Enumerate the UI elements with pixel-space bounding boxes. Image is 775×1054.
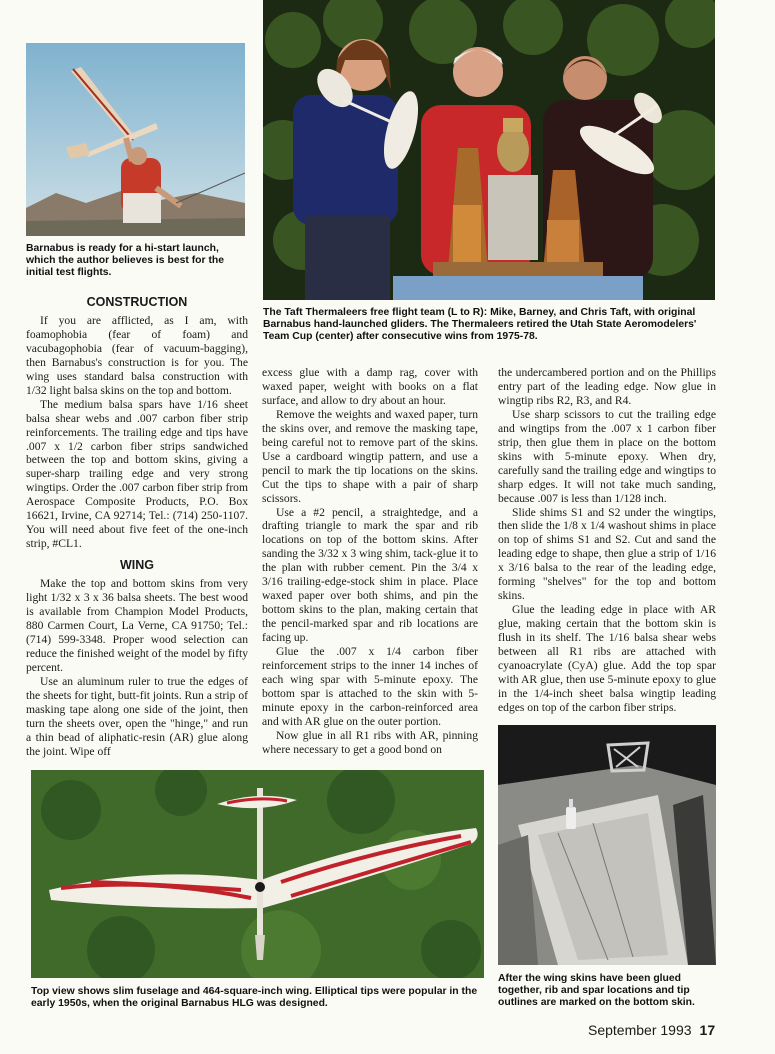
- article-column-2: [262, 366, 478, 757]
- caption-glider-top-view: Top view shows slim fuselage and 464-square-inch wing. Elliptical tips were popular in the early 1950s, when the original Barnabus HLG was designed.: [31, 986, 478, 1010]
- paragraph: Use sharp scissors to cut the trailing edge and wingtips from the .007 x 1 carbon fiber strip, then glue them in place on the bottom skins with 5-minute epoxy. When dry, carefully sand the trailing edge and wingtips to sharp edges. It will not take much sanding, because .007 is less than 1/128 inch.: [498, 407, 716, 505]
- caption-taft-thermaleers-team: The Taft Thermaleers free flight team (L to R): Mike, Barney, and Chris Taft, with original Barnabus hand-launched gliders. The Thermaleers retired the Utah State Aeromodelers' Team Cup (center) after consecutive wins from 1975-78.: [263, 307, 697, 343]
- photo-hi-start-launch: [26, 43, 245, 236]
- paragraph: Glue the .007 x 1/4 carbon fiber reinforcement strips to the inner 14 inches of each wing spar with 5-minute epoxy. The bottom spar is attached to the skin with 5-minute epoxy in the carbon-reinforced area and with AR glue on the outer portion.: [262, 645, 478, 728]
- issue-date: September 1993: [588, 1022, 692, 1038]
- paragraph: Use an aluminum ruler to true the edges of the sheets for tight, butt-fit joints. Run a strip of masking tape along one side of the joint, then turn the sheets over, open the "hinge," and run a thin bead of aliphatic-resin (AR) glue along the joint. Wipe off: [26, 674, 248, 758]
- paragraph: If you are afflicted, as I am, with foamophobia (fear of foam) and vacubagophobia (fear of vacuum-bagging), then Barnabus's construction is for you. The wing uses standard balsa construction with 1/32 light balsa skins on the top and bottom.: [26, 313, 248, 397]
- paragraph: Glue the leading edge in place with AR glue, making certain that the bottom skin is flush in its shelf. The 1/16 balsa shear webs between all R1 ribs are attached with cyanoacrylate (CyA) glue. Add the top spar with AR glue, then use 5-minute epoxy to glue in the 1/4-inch sheet balsa wingtip leading edges on top of the carbon fiber strips.: [498, 603, 716, 714]
- paragraph: Remove the weights and waxed paper, turn the skins over, and remove the masking tape, being careful not to remove part of the skins. Use a cardboard wingtip pattern, and use a pencil to mark the tip locations on the skins. Cut the tips to shape with a pair of sharp scissors.: [262, 407, 478, 505]
- paragraph: the undercambered portion and on the Phillips entry part of the leading edge. Now glue in wingtip ribs R2, R3, and R4.: [498, 366, 716, 407]
- caption-wing-skins-marked: After the wing skins have been glued together, rib and spar locations and tip outlines are marked on the bottom skin.: [498, 973, 695, 1009]
- caption-hi-start-launch: Barnabus is ready for a hi-start launch, which the author believes is best for the initial test flights.: [26, 243, 225, 279]
- photo-glider-top-view: [31, 770, 484, 978]
- paragraph: The medium balsa spars have 1/16 sheet balsa shear webs and .007 carbon fiber strip reinforcements. The trailing edge and tips have .007 x 1/2 carbon fiber strips sandwiched between the top and bottom skins, giving a super-sharp trailing edge and very strong wingtips. Order the .007 carbon fiber strip from Aerospace Composite Products, P.O. Box 16621, Irvine, CA 92714; Tel.: (714) 250-1107. You will need about five feet of the one-inch strip, #CL1.: [26, 397, 248, 551]
- paragraph: Make the top and bottom skins from very light 1/32 x 3 x 36 balsa sheets. The best wood is available from Champion Model Products, 880 Carmen Court, La Verne, CA 91750; Tel.: (714) 599-3348. Proper wood selection can reduce the finished weight of the model by fifty percent.: [26, 577, 248, 674]
- photo-taft-thermaleers-team: [263, 0, 715, 300]
- photo-wing-skins-marked: [498, 725, 716, 965]
- article-column-1: [26, 296, 248, 759]
- article-column-3: [498, 366, 716, 715]
- paragraph: Slide shims S1 and S2 under the wingtips, then slide the 1/8 x 1/4 washout shims in place on top of shims S1 and S2. Cut and sand the leading edge to shape, then glue a strip of 1/16 x 3/16 balsa to the rear of the leading edge, forming "shelves" for the top and bottom skins.: [498, 505, 716, 603]
- paragraph: excess glue with a damp rag, cover with waxed paper, weight with books on a flat surface, and allow to dry about an hour.: [262, 366, 478, 407]
- page-footer: [588, 1022, 715, 1038]
- heading-wing: WING: [119, 558, 155, 573]
- page-number: 17: [699, 1022, 716, 1038]
- paragraph: Use a #2 pencil, a straightedge, and a drafting triangle to mark the spar and rib locations on top of the bottom skins. After sanding the 3/32 x 3 wing shim, tack-glue it to the plan with rubber cement. Pin the 3/4 x 3/16 trailing-edge-stock shim in place. Place waxed paper over both shims, and pin the bottom skins to the plan, making certain that the pencil-marked spar and rib locations are facing up.: [262, 505, 478, 645]
- paragraph: Now glue in all R1 ribs with AR, pinning where necessary to get a good bond on: [262, 728, 478, 756]
- heading-construction: CONSTRUCTION: [86, 295, 188, 309]
